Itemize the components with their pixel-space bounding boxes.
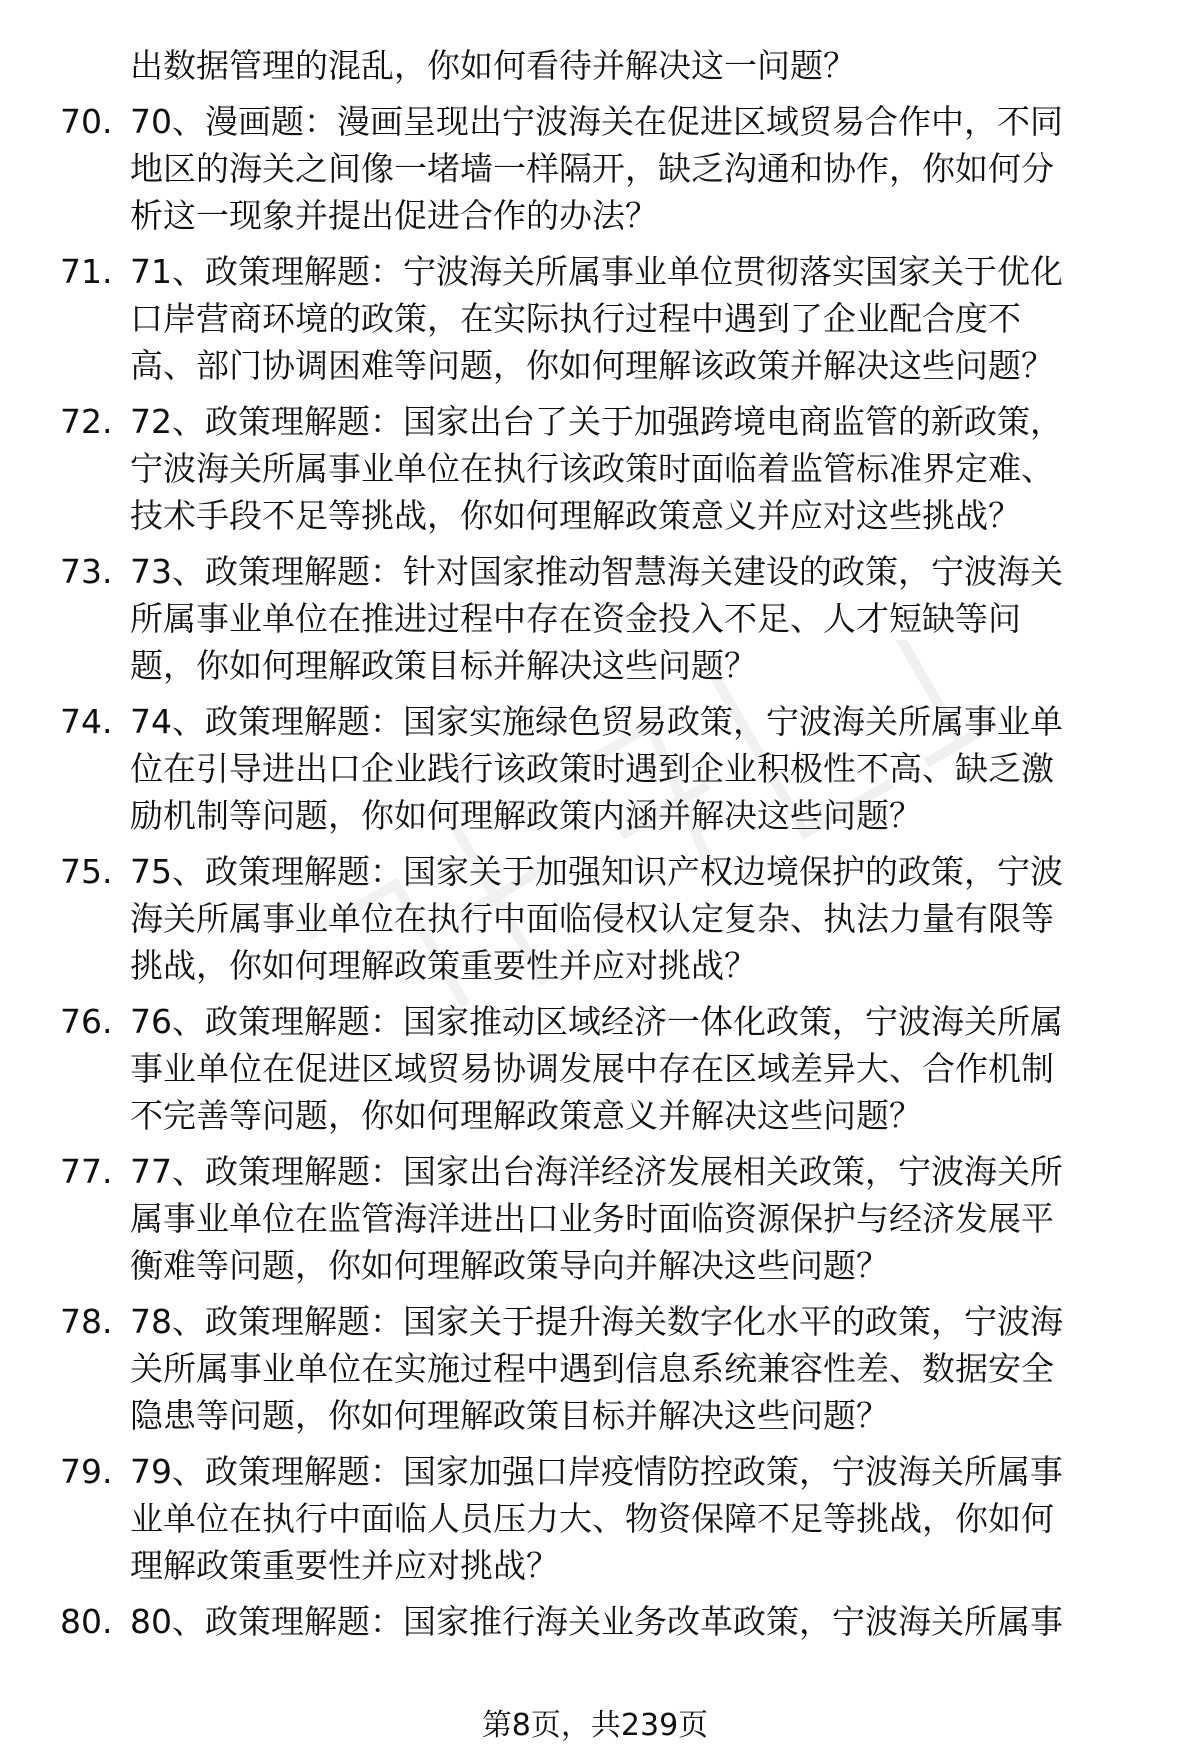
item-line: 70、漫画题：漫画呈现出宁波海关在促进区域贸易合作中，不同 — [130, 102, 1063, 141]
list-item-75 — [60, 848, 1160, 989]
item-line: 隐患等问题，你如何理解政策目标并解决这些问题？ — [130, 1396, 889, 1435]
page-number-footer: 第8页，共239页 — [481, 1708, 709, 1743]
item-number: 73. — [60, 552, 113, 591]
list-item-72 — [60, 398, 1160, 539]
item-number: 77. — [60, 1152, 113, 1191]
item-line: 77、政策理解题：国家出台海洋经济发展相关政策，宁波海关所 — [130, 1152, 1063, 1191]
item-line: 位在引导进出口企业践行该政策时遇到企业积极性不高、缺乏激 — [130, 749, 1054, 788]
list-item-77 — [60, 1148, 1160, 1289]
item-line: 74、政策理解题：国家实施绿色贸易政策，宁波海关所属事业单 — [130, 702, 1063, 741]
list-item-73 — [60, 548, 1160, 689]
item-line: 72、政策理解题：国家出台了关于加强跨境电商监管的新政策， — [130, 402, 1063, 441]
item-line: 75、政策理解题：国家关于加强知识产权边境保护的政策，宁波 — [130, 852, 1063, 891]
item-line: 地区的海关之间像一堵墙一样隔开，缺乏沟通和协作，你如何分 — [130, 149, 1054, 188]
item-line: 79、政策理解题：国家加强口岸疫情防控政策，宁波海关所属事 — [130, 1452, 1063, 1491]
item-line: 技术手段不足等挑战，你如何理解政策意义并应对这些挑战？ — [130, 496, 1021, 535]
item-line: 口岸营商环境的政策，在实际执行过程中遇到了企业配合度不 — [130, 299, 1021, 338]
item-line: 不完善等问题，你如何理解政策意义并解决这些问题？ — [130, 1096, 922, 1135]
item-line: 题，你如何理解政策目标并解决这些问题？ — [130, 646, 757, 685]
item-line: 80、政策理解题：国家推行海关业务改革政策，宁波海关所属事 — [130, 1602, 1063, 1641]
item-line: 业单位在执行中面临人员压力大、物资保障不足等挑战，你如何 — [130, 1499, 1054, 1538]
list-item-70 — [60, 98, 1160, 239]
item-number: 72. — [60, 402, 113, 441]
item-number: 75. — [60, 852, 113, 891]
item-line: 衡难等问题，你如何理解政策导向并解决这些问题？ — [130, 1246, 889, 1285]
item-line: 挑战，你如何理解政策重要性并应对挑战？ — [130, 946, 757, 985]
list-item-80 — [60, 1598, 1160, 1645]
item-line: 73、政策理解题：针对国家推动智慧海关建设的政策，宁波海关 — [130, 552, 1063, 591]
item-number: 78. — [60, 1302, 113, 1341]
item-line: 事业单位在促进区域贸易协调发展中存在区域差异大、合作机制 — [130, 1049, 1054, 1088]
item-line: 76、政策理解题：国家推动区域经济一体化政策，宁波海关所属 — [130, 1002, 1063, 1041]
item-line: 宁波海关所属事业单位在执行该政策时面临着监管标准界定难、 — [130, 449, 1054, 488]
list-item-74 — [60, 698, 1160, 839]
item-line: 所属事业单位在推进过程中存在资金投入不足、人才短缺等问 — [130, 599, 1021, 638]
item-number: 79. — [60, 1452, 113, 1491]
item-line: 励机制等问题，你如何理解政策内涵并解决这些问题？ — [130, 796, 922, 835]
item-line: 海关所属事业单位在执行中面临侵权认定复杂、执法力量有限等 — [130, 899, 1054, 938]
question-list — [60, 42, 1160, 1645]
item-number: 80. — [60, 1602, 113, 1641]
continuation-line: 出数据管理的混乱，你如何看待并解决这一问题？ — [130, 46, 856, 85]
item-line: 理解政策重要性并应对挑战？ — [130, 1546, 559, 1585]
item-line: 高、部门协调困难等问题，你如何理解该政策并解决这些问题？ — [130, 346, 1054, 385]
list-item-76 — [60, 998, 1160, 1139]
item-number: 70. — [60, 102, 113, 141]
list-item-79 — [60, 1448, 1160, 1589]
item-line: 析这一现象并提出促进合作的办法？ — [130, 196, 658, 235]
item-line: 属事业单位在监管海洋进出口业务时面临资源保护与经济发展平 — [130, 1199, 1054, 1238]
item-number: 76. — [60, 1002, 113, 1041]
item-line: 关所属事业单位在实施过程中遇到信息系统兼容性差、数据安全 — [130, 1349, 1054, 1388]
item-number: 71. — [60, 252, 113, 291]
item-number: 74. — [60, 702, 113, 741]
item-line: 71、政策理解题：宁波海关所属事业单位贯彻落实国家关于优化 — [130, 252, 1063, 291]
list-item-71 — [60, 248, 1160, 389]
item-line: 78、政策理解题：国家关于提升海关数字化水平的政策，宁波海 — [130, 1302, 1063, 1341]
list-item-78 — [60, 1298, 1160, 1439]
